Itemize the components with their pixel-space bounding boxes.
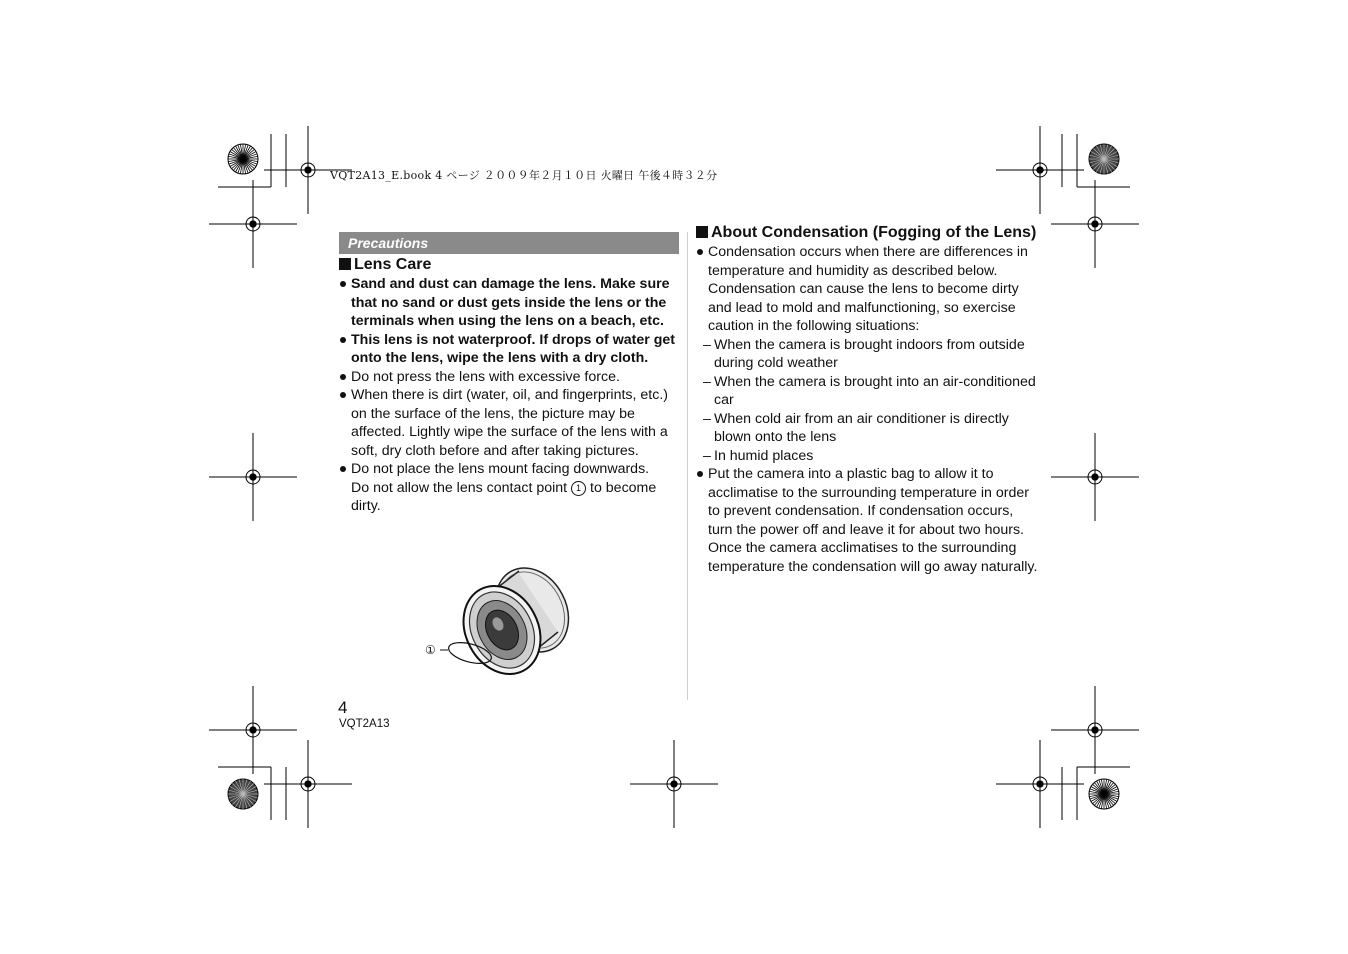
bullet-dot-icon xyxy=(340,466,346,472)
bullet-dot-icon xyxy=(340,337,346,343)
bullet-dot-icon xyxy=(340,374,346,380)
list-item: Sand and dust can damage the lens. Make sure that no sand or dust gets inside the lens or the terminals when using the lens on a beach, etc. xyxy=(339,275,684,331)
list-item: This lens is not waterproof. If drops of water get onto the lens, wipe the lens with a dry cloth. xyxy=(339,331,684,368)
lens-contact-point-callout: ① xyxy=(425,643,436,657)
list-item: Do not press the lens with excessive force. xyxy=(339,368,684,387)
bullet-dot-icon xyxy=(340,281,346,287)
bullet-dot-icon xyxy=(697,471,703,477)
list-item: Do not place the lens mount facing downwards. Do not allow the lens contact point 1 to become dirty. xyxy=(339,460,684,516)
list-item: Condensation occurs when there are differences in temperature and humidity as described below. Condensation can cause the lens to become dirty and lead to mold and malfunctioning, so exercise caution in the following situations: xyxy=(696,243,1041,336)
lens-illustration xyxy=(440,558,575,680)
bullet-dot-icon xyxy=(340,392,346,398)
callout-number: 1 xyxy=(571,481,586,496)
square-bullet-icon xyxy=(696,226,708,238)
lens-care-heading: Lens Care xyxy=(339,255,684,275)
condensation-column xyxy=(696,223,1041,576)
print-header: VQT2A13_E.book 4 ページ ２００９年２月１０日 火曜日 午後４時３２分 xyxy=(330,169,718,182)
bullet-dot-icon xyxy=(697,249,703,255)
situation-item: – When the camera is brought into an air-conditioned car xyxy=(703,373,1036,408)
situation-item: – When cold air from an air conditioner is directly blown onto the lens xyxy=(703,410,1009,445)
column-divider xyxy=(687,232,688,700)
section-title: Precautions xyxy=(339,232,679,254)
lens-care-column xyxy=(339,255,684,516)
situation-item: – In humid places xyxy=(703,447,814,464)
list-item: When there is dirt (water, oil, and fingerprints, etc.) on the surface of the lens, the picture may be affected. Lightly wipe the surface of the lens with a soft, dry cloth before and after taking pictures. xyxy=(339,386,684,460)
square-bullet-icon xyxy=(339,258,351,270)
list-item: Put the camera into a plastic bag to allow it to acclimatise to the surrounding temperature in order to prevent condensation. If condensation occurs, turn the power off and leave it for about two hours. Once the camera acclimatises to the surrounding temperature the condensation will go away naturally. xyxy=(696,465,1041,576)
condensation-heading: About Condensation (Fogging of the Lens) xyxy=(696,223,1041,243)
page-number: 4 xyxy=(338,698,348,717)
document-code: VQT2A13 xyxy=(339,718,390,730)
situation-item: – When the camera is brought indoors from outside during cold weather xyxy=(703,336,1025,371)
